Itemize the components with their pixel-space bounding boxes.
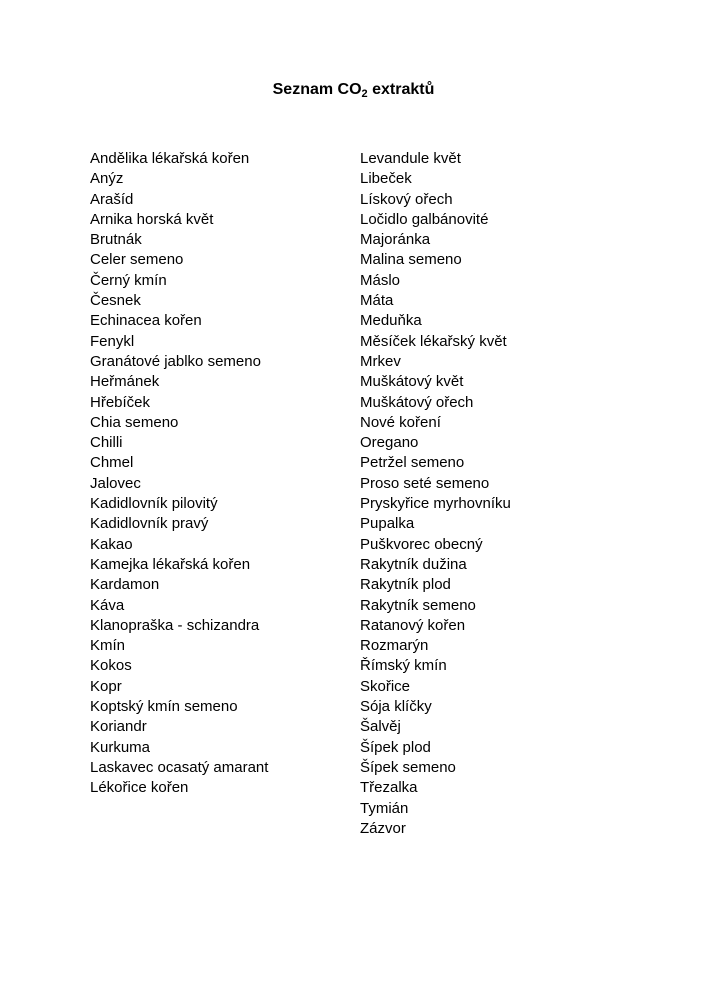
list-item: Malina semeno — [360, 251, 462, 269]
list-item: Kmín — [90, 637, 126, 655]
list-item: Máta — [360, 292, 394, 310]
list-item: Sója klíčky — [360, 698, 432, 716]
list-item: Máslo — [360, 271, 401, 289]
list-item: Šípek plod — [360, 738, 431, 756]
list-item: Majoránka — [360, 231, 431, 249]
list-item: Anýz — [90, 170, 124, 188]
list-item: Koptský kmín semeno — [90, 698, 238, 716]
list-item: Klanopraška - schizandra — [90, 616, 260, 634]
list-item: Heřmánek — [90, 373, 160, 391]
list-item: Mrkev — [360, 352, 401, 370]
list-item: Černý kmín — [90, 271, 167, 289]
list-item: Muškátový květ — [360, 373, 464, 391]
list-item: Třezalka — [360, 779, 418, 797]
list-item: Měsíček lékařský květ — [360, 332, 507, 350]
list-item: Brutnák — [90, 231, 142, 249]
list-item: Laskavec ocasatý amarant — [90, 758, 269, 776]
list-item: Kardamon — [90, 576, 160, 594]
list-item: Česnek — [90, 292, 141, 310]
list-item: Kadidlovník pilovitý — [90, 495, 218, 513]
list-item: Petržel semeno — [360, 454, 465, 472]
list-item: Oregano — [360, 434, 419, 452]
list-item: Nové koření — [360, 413, 441, 431]
list-item: Kakao — [90, 535, 133, 553]
list-item: Šípek semeno — [360, 758, 456, 776]
list-item: Kokos — [90, 657, 132, 675]
list-item: Skořice — [360, 677, 411, 695]
list-item: Ločidlo galbánovité — [360, 210, 489, 228]
list-item: Libeček — [360, 170, 412, 188]
list-item: Levandule květ — [360, 150, 461, 167]
list-item: Zázvor — [360, 819, 406, 837]
list-item: Arašíd — [90, 190, 134, 208]
page-title — [0, 80, 707, 100]
list-item: Chilli — [90, 434, 123, 452]
list-item: Kadidlovník pravý — [90, 515, 209, 533]
list-item: Arnika horská květ — [90, 210, 214, 228]
list-item: Rakytník semeno — [360, 596, 476, 614]
list-item: Meduňka — [360, 312, 422, 330]
title-subscript: 2 — [361, 88, 368, 100]
list-item: Kamejka lékařská kořen — [90, 555, 251, 573]
list-item: Kurkuma — [90, 738, 151, 756]
list-item: Granátové jablko semeno — [90, 352, 261, 370]
list-item: Jalovec — [90, 474, 141, 492]
list-item: Puškvorec obecný — [360, 535, 483, 553]
list-item: Káva — [90, 596, 125, 614]
list-item: Pryskyřice myrhovníku — [360, 495, 511, 513]
right-column-list — [360, 149, 511, 839]
list-item: Pupalka — [360, 515, 415, 533]
title-suffix: extraktů — [367, 81, 435, 98]
list-item: Tymián — [360, 799, 409, 817]
list-item: Ratanový kořen — [360, 616, 466, 634]
list-item: Celer semeno — [90, 251, 184, 269]
list-item: Rakytník plod — [360, 576, 451, 594]
title-prefix: Seznam CO — [272, 81, 362, 98]
list-item: Hřebíček — [90, 393, 151, 411]
list-item: Lískový ořech — [360, 190, 453, 208]
list-item: Lékořice kořen — [90, 779, 189, 797]
list-item: Chia semeno — [90, 413, 179, 431]
list-item: Andělika lékařská kořen — [90, 150, 250, 167]
list-item: Fenykl — [90, 332, 135, 350]
list-item: Rakytník dužina — [360, 555, 467, 573]
list-item: Římský kmín — [360, 657, 447, 675]
list-item: Proso seté semeno — [360, 474, 490, 492]
list-item: Muškátový ořech — [360, 393, 474, 411]
list-item: Šalvěj — [360, 718, 401, 736]
list-item: Chmel — [90, 454, 134, 472]
list-item: Rozmarýn — [360, 637, 429, 655]
left-column-list — [90, 149, 268, 799]
list-item: Koriandr — [90, 718, 147, 736]
list-item: Kopr — [90, 677, 122, 695]
list-item: Echinacea kořen — [90, 312, 202, 330]
